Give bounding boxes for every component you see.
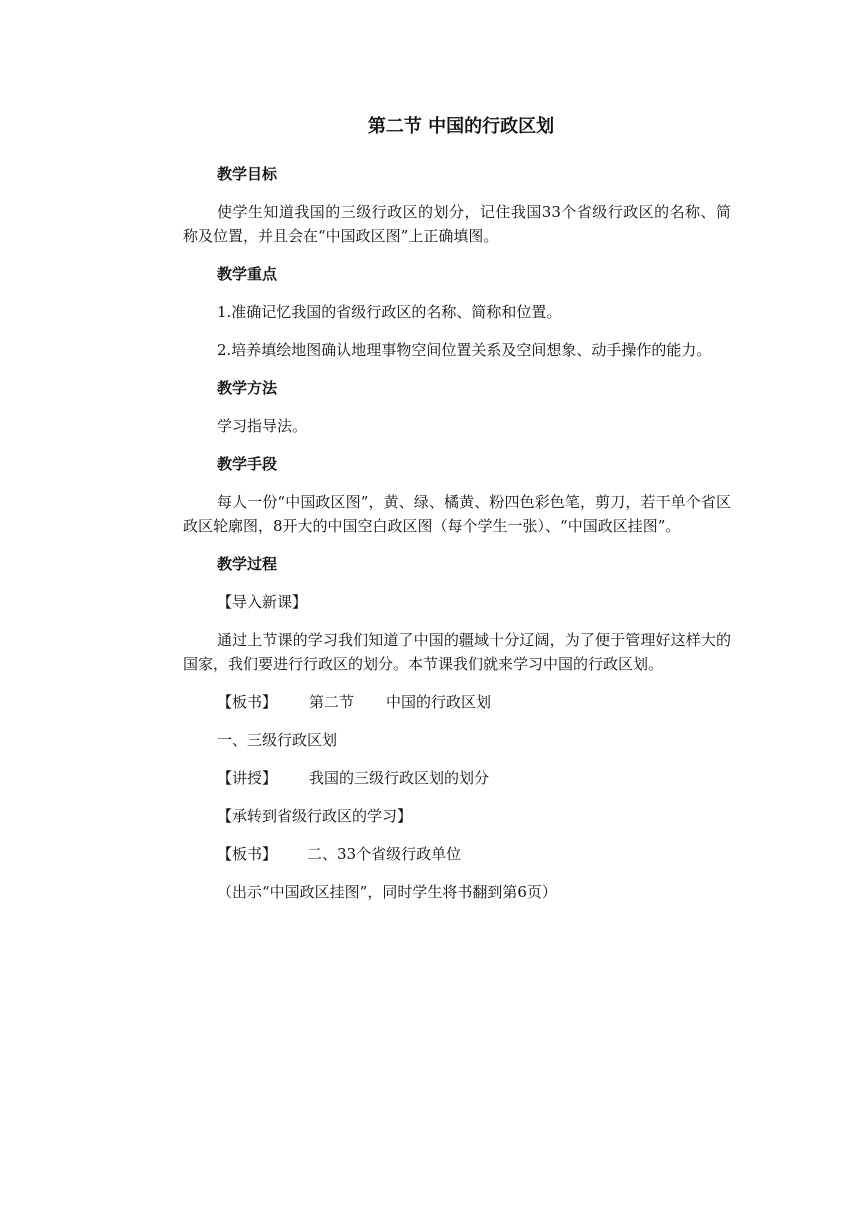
board1-part1: 第二节: [309, 693, 355, 711]
board1-part2: 中国的行政区划: [386, 693, 492, 711]
board2-text: 二、33个省级行政单位: [307, 845, 462, 863]
objective-heading: 教学目标: [217, 165, 278, 183]
lecture-text: 我国的三级行政区划的划分: [309, 769, 490, 787]
document-title: 第二节 中国的行政区划: [367, 116, 555, 137]
key-point-2: 2.培养填绘地图确认地理事物空间位置关系及空间想象、动手操作的能力。: [217, 341, 712, 359]
transition-line: 【承转到省级行政区的学习】: [217, 807, 413, 825]
board-line-1: [183, 690, 731, 714]
board-line-2: [183, 842, 731, 866]
board2-tag: 【板书】: [217, 845, 278, 863]
show-note: （出示“中国政区挂图”，同时学生将书翻到第6页）: [217, 883, 557, 901]
means-text: 每人一份“中国政区图”，黄、绿、橘黄、粉四色彩色笔，剪刀，若干单个省区政区轮廓图，8开大的中国空白政区图（每个学生一张）、“中国政区挂图”。: [183, 493, 731, 535]
means-heading: 教学手段: [217, 455, 278, 473]
key-heading: 教学重点: [217, 265, 278, 283]
intro-text: 通过上节课的学习我们知道了中国的疆域十分辽阔，为了便于管理好这样大的国家，我们要进行行政区的划分。本节课我们就来学习中国的行政区划。: [183, 631, 731, 673]
method-text: 学习指导法。: [217, 417, 308, 435]
document-content: [183, 113, 731, 918]
lecture-line: [183, 766, 731, 790]
section-one: 一、三级行政区划: [217, 731, 338, 749]
key-point-1: 1.准确记忆我国的省级行政区的名称、简称和位置。: [217, 303, 562, 321]
lecture-tag: 【讲授】: [217, 769, 278, 787]
objective-text: 使学生知道我国的三级行政区的划分，记住我国33个省级行政区的名称、简称及位置，并且会在“中国政区图”上正确填图。: [183, 203, 731, 245]
process-heading: 教学过程: [217, 555, 278, 573]
board1-tag: 【板书】: [217, 693, 278, 711]
method-heading: 教学方法: [217, 379, 278, 397]
intro-tag: 【导入新课】: [217, 593, 308, 611]
